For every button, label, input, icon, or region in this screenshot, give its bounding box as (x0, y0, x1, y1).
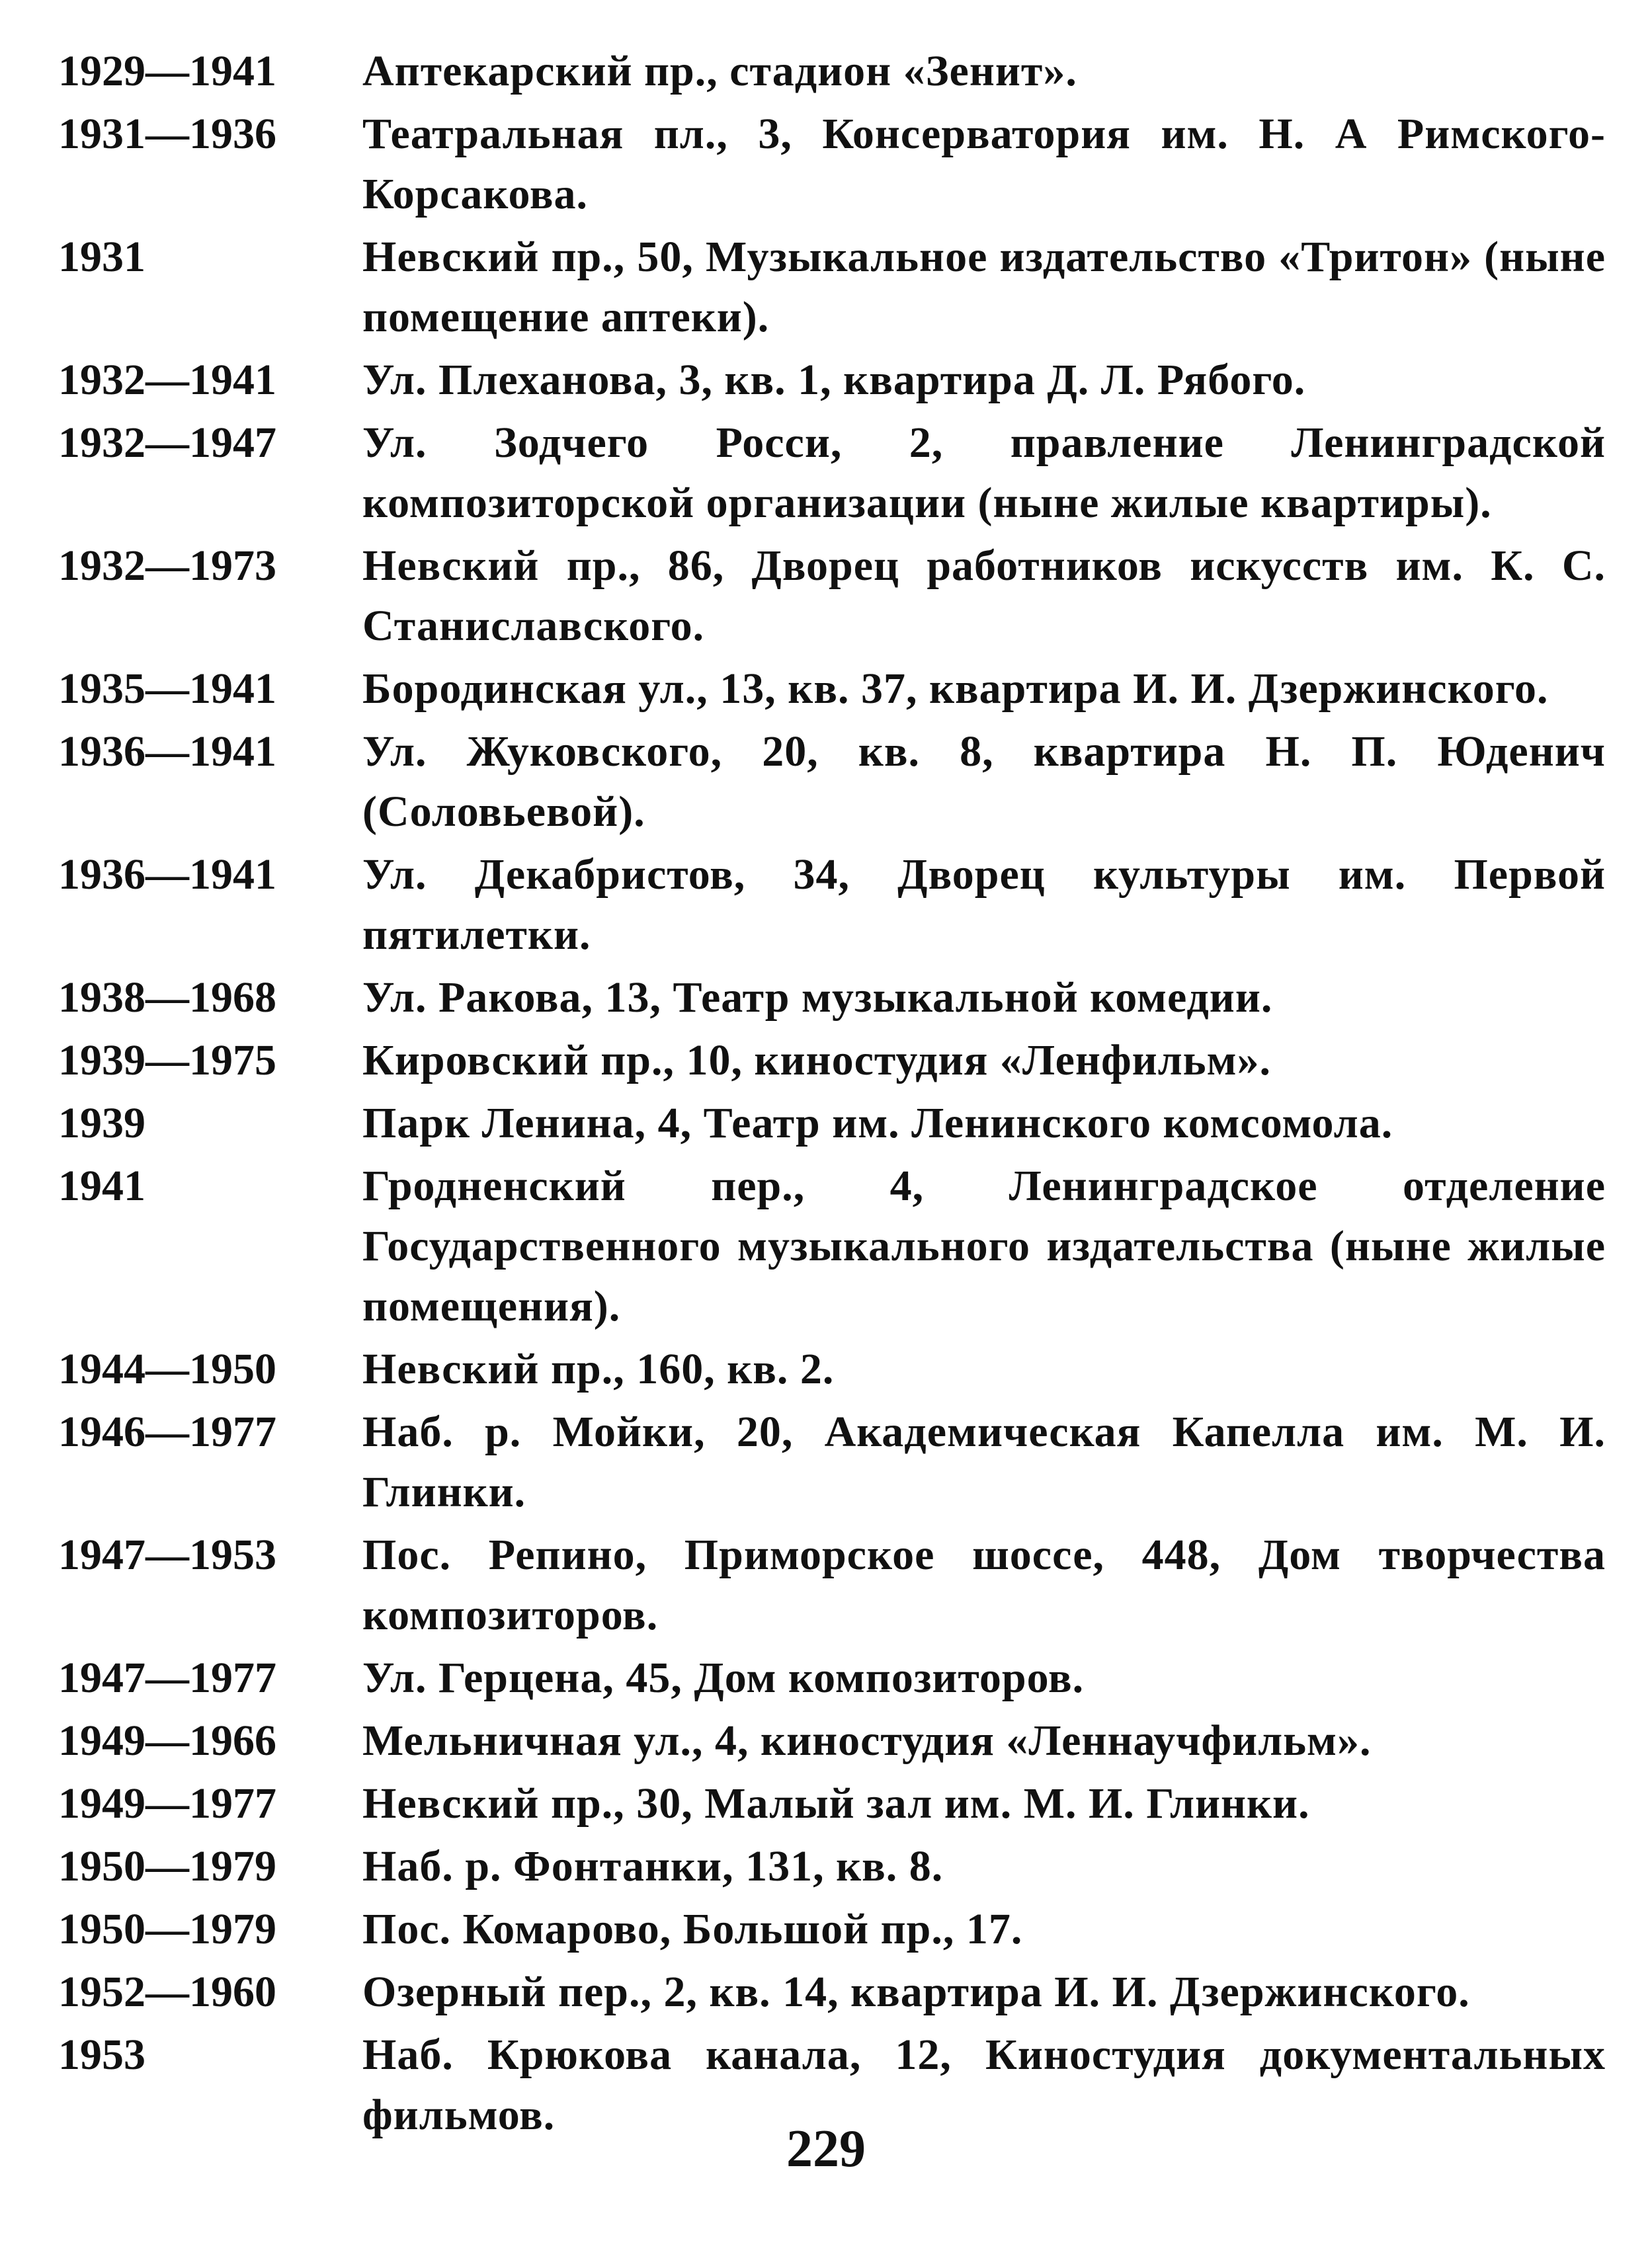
list-item (58, 1156, 1606, 1336)
entry-address: Бородинская ул., 13, кв. 37, квартира И. И. Дзержинского. (362, 665, 1549, 713)
entry-address: Ул. Герцена, 45, Дом композиторов. (362, 1654, 1085, 1702)
entry-years: 1952—1960 (58, 1968, 276, 2016)
list-item (58, 1773, 1606, 1834)
entry-years: 1949—1966 (58, 1717, 276, 1765)
entry-address: Невский пр., 50, Музыкальное издательство «Тритон» (ныне помещение аптеки). (362, 233, 1606, 341)
entry-address: Наб. р. Мойки, 20, Академическая Капелла им. М. И. Глинки. (362, 1408, 1606, 1516)
entry-years: 1932—1973 (58, 542, 276, 590)
entry-address: Парк Ленина, 4, Театр им. Ленинского комсомола. (362, 1099, 1393, 1147)
entry-years: 1935—1941 (58, 665, 276, 713)
entry-years: 1931 (58, 233, 145, 281)
entry-years: 1947—1977 (58, 1654, 276, 1702)
entry-address: Мельничная ул., 4, киностудия «Леннаучфильм». (362, 1717, 1372, 1765)
list-item (58, 536, 1606, 656)
list-item (58, 659, 1606, 719)
list-item (58, 1899, 1606, 1959)
list-item (58, 1093, 1606, 1153)
list-item (58, 227, 1606, 347)
entry-years: 1950—1979 (58, 1905, 276, 1953)
list-item (58, 1648, 1606, 1708)
list-item (58, 1030, 1606, 1090)
list-item (58, 1962, 1606, 2022)
list-item (58, 1836, 1606, 1896)
entry-years: 1939—1975 (58, 1036, 276, 1084)
list-item (58, 1711, 1606, 1771)
entry-years: 1949—1977 (58, 1779, 276, 1828)
entry-address: Озерный пер., 2, кв. 14, квартира И. И. Дзержинского. (362, 1968, 1470, 2016)
entry-years: 1936—1941 (58, 850, 276, 899)
list-item (58, 844, 1606, 965)
entry-address: Невский пр., 160, кв. 2. (362, 1345, 835, 1393)
entry-address: Невский пр., 86, Дворец работников искусств им. К. С. Станиславского. (362, 542, 1606, 650)
entry-years: 1939 (58, 1099, 145, 1147)
entry-years: 1932—1941 (58, 356, 276, 404)
entry-years: 1946—1977 (58, 1408, 276, 1456)
list-item (58, 721, 1606, 842)
entry-address: Ул. Плеханова, 3, кв. 1, квартира Д. Л. Рябого. (362, 356, 1306, 404)
entry-address: Невский пр., 30, Малый зал им. М. И. Глинки. (362, 1779, 1310, 1828)
entry-address: Наб. р. Фонтанки, 131, кв. 8. (362, 1842, 944, 1890)
entry-address: Ул. Зодчего Росси, 2, правление Ленинградской композиторской организации (ныне жилые квартиры). (362, 419, 1606, 527)
entry-years: 1953 (58, 2031, 145, 2079)
entry-address: Аптекарский пр., стадион «Зенит». (362, 47, 1077, 95)
address-list (58, 41, 1606, 2148)
entry-address: Гродненский пер., 4, Ленинградское отделение Государственного музыкального издательства (ныне жилые помещения). (362, 1162, 1606, 1330)
entry-address: Наб. Крюкова канала, 12, Киностудия документальных фильмов. (362, 2031, 1606, 2139)
entry-years: 1931—1936 (58, 110, 276, 158)
entry-address: Ул. Декабристов, 34, Дворец культуры им. Первой пятилетки. (362, 850, 1606, 959)
entry-years: 1932—1947 (58, 419, 276, 467)
entry-years: 1936—1941 (58, 727, 276, 776)
entry-years: 1950—1979 (58, 1842, 276, 1890)
entry-address: Пос. Репино, Приморское шоссе, 448, Дом творчества композиторов. (362, 1531, 1606, 1639)
list-item (58, 1339, 1606, 1399)
list-item (58, 1402, 1606, 1522)
entry-years: 1947—1953 (58, 1531, 276, 1579)
entry-years: 1938—1968 (58, 973, 276, 1022)
entry-address: Пос. Комарово, Большой пр., 17. (362, 1905, 1023, 1953)
entry-years: 1944—1950 (58, 1345, 276, 1393)
entry-address: Кировский пр., 10, киностудия «Ленфильм». (362, 1036, 1272, 1084)
page-number: 229 (786, 2120, 866, 2178)
list-item (58, 104, 1606, 224)
list-item (58, 413, 1606, 533)
entry-address: Театральная пл., 3, Консерватория им. Н. А Римского-Корсакова. (362, 110, 1606, 218)
list-item (58, 967, 1606, 1028)
entry-years: 1929—1941 (58, 47, 276, 95)
list-item (58, 41, 1606, 101)
entry-address: Ул. Ракова, 13, Театр музыкальной комедии. (362, 973, 1273, 1022)
list-item (58, 350, 1606, 410)
entry-years: 1941 (58, 1162, 145, 1210)
entry-address: Ул. Жуковского, 20, кв. 8, квартира Н. П. Юденич (Соловьевой). (362, 727, 1606, 836)
list-item (58, 1525, 1606, 1645)
